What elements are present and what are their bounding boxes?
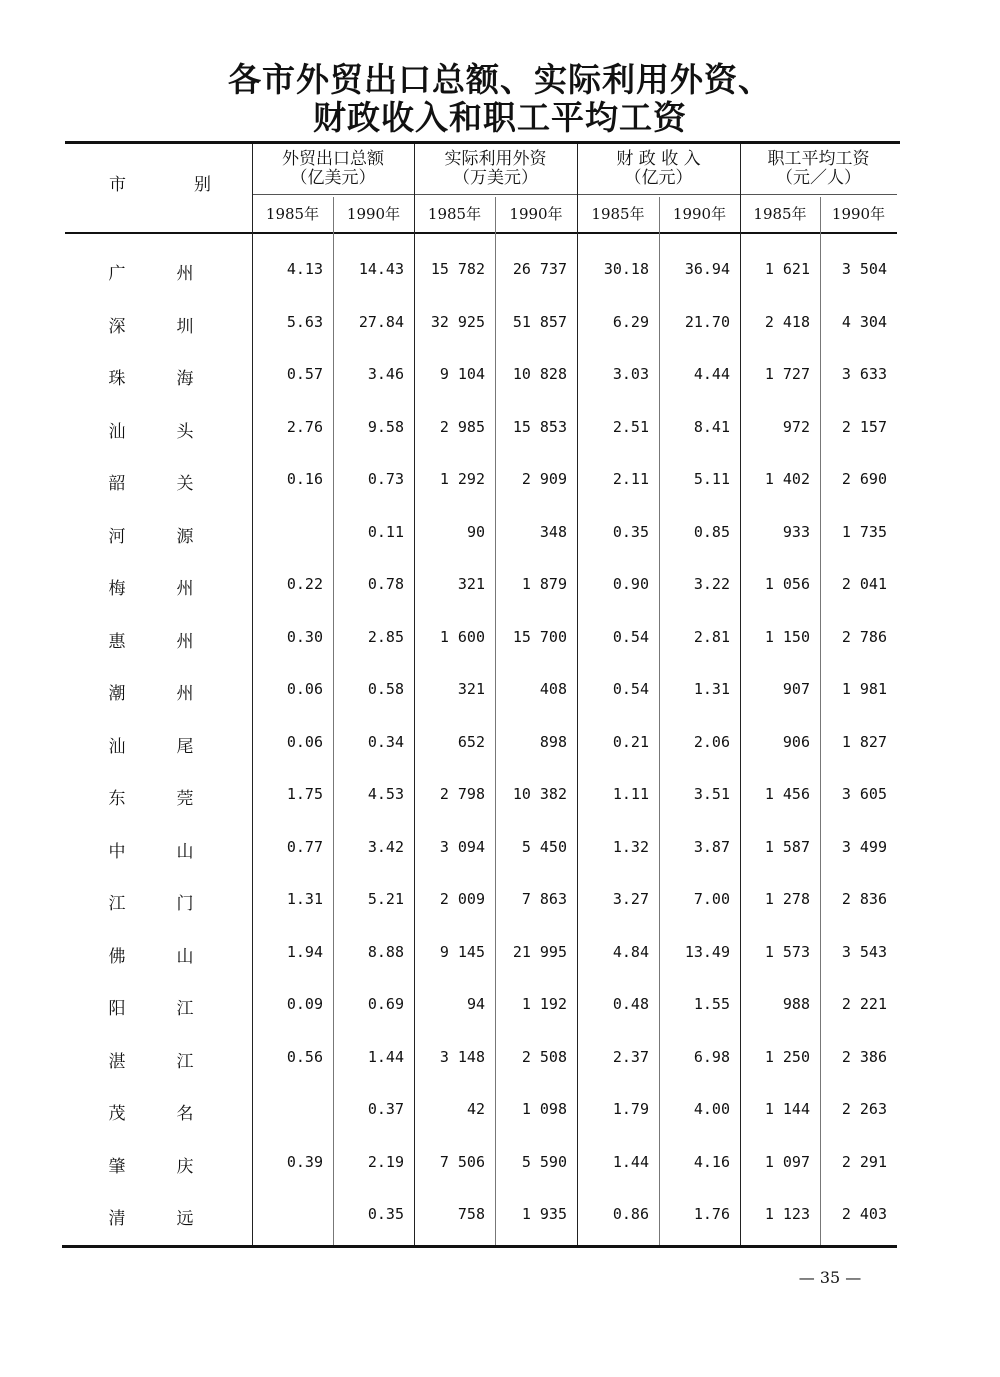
city-name-char-2: 山	[176, 946, 194, 967]
table-cell: 21.70	[684, 312, 730, 331]
table-cell: 1.94	[286, 942, 323, 961]
table-cell: 1 600	[439, 627, 485, 646]
table-cell: 2 786	[841, 627, 887, 646]
table-cell: 3 633	[841, 365, 887, 383]
table-cell: 321	[457, 680, 485, 698]
table-cell: 0.35	[612, 522, 649, 541]
group-header-unit: （亿美元）	[290, 168, 376, 188]
table-cell: 1 056	[764, 575, 810, 593]
table-cell: 3 543	[841, 942, 887, 961]
city-name-char-1: 潮	[108, 684, 126, 704]
page-title-line-2: 财政收入和职工平均工资	[313, 98, 687, 137]
city-name-char-1: 清	[108, 1209, 126, 1229]
city-name-char-1: 珠	[108, 369, 126, 389]
table-cell: 3 605	[841, 785, 887, 803]
table-cell: 4 304	[841, 312, 887, 331]
table-cell: 1 573	[764, 942, 810, 961]
table-cell: 1 981	[841, 680, 887, 698]
table-cell: 4.00	[693, 1100, 730, 1118]
table-cell: 3.27	[612, 890, 649, 908]
table-cell: 1 192	[521, 995, 567, 1013]
table-cell: 0.56	[286, 1047, 323, 1066]
city-name-char-2: 头	[176, 421, 194, 442]
table-cell: 2 403	[841, 1205, 887, 1223]
table-cell: 1 879	[521, 575, 567, 593]
group-header-unit: （亿元）	[624, 168, 693, 188]
table-cell: 2 690	[841, 470, 887, 488]
group-header-title: 职工平均工资	[767, 149, 870, 169]
table-cell: 4.84	[612, 942, 649, 961]
year-header: 1985年	[265, 205, 320, 223]
table-cell: 10 828	[512, 365, 567, 383]
group-header-title: 财 政 收 入	[616, 149, 701, 169]
city-name-char-1: 汕	[108, 736, 126, 757]
group-header-unit: （万美元）	[453, 168, 538, 188]
table-cell: 1.76	[693, 1205, 730, 1223]
group-header-title: 外贸出口总额	[282, 149, 384, 169]
table-cell: 1 144	[764, 1100, 810, 1118]
city-name-char-1: 湛	[108, 1051, 126, 1072]
table-cell: 5.11	[693, 470, 730, 488]
page-title-line-1: 各市外贸出口总额、实际利用外资、	[228, 60, 772, 99]
city-name-char-2: 州	[176, 579, 194, 599]
table-cell: 1 456	[764, 785, 810, 803]
table-cell: 26 737	[512, 260, 567, 278]
city-name-char-1: 广	[108, 264, 126, 284]
table-cell: 3 148	[439, 1047, 485, 1066]
table-cell: 27.84	[358, 312, 404, 331]
city-name-char-2: 莞	[176, 789, 194, 809]
table-cell: 15 853	[512, 417, 567, 436]
table-cell: 1.44	[367, 1047, 404, 1066]
city-name-char-1: 惠	[108, 631, 126, 652]
table-cell: 0.06	[286, 680, 323, 698]
table-cell: 3 094	[439, 837, 485, 856]
city-name-char-1: 中	[108, 841, 126, 862]
table-cell: 0.35	[367, 1205, 404, 1223]
year-header: 1985年	[753, 205, 807, 223]
table-cell: 933	[782, 522, 810, 541]
table-cell: 90	[466, 522, 485, 541]
table-cell: 1 250	[764, 1047, 810, 1066]
table-cell: 1 123	[764, 1205, 810, 1223]
table-cell: 652	[457, 732, 485, 751]
table-cell: 14.43	[358, 260, 404, 278]
city-name-char-1: 韶	[108, 474, 126, 494]
table-cell: 1 621	[764, 260, 810, 278]
table-cell: 1 150	[764, 627, 810, 646]
table-cell: 0.57	[286, 365, 323, 383]
city-name-char-2: 名	[176, 1104, 194, 1124]
table-cell: 2.06	[693, 732, 730, 751]
table-cell: 42	[466, 1100, 485, 1118]
year-header: 1985年	[591, 205, 645, 223]
table-cell: 0.09	[286, 995, 323, 1013]
table-cell: 2 041	[841, 575, 887, 593]
table-cell: 9 104	[439, 365, 485, 383]
table-cell: 3.03	[612, 365, 649, 383]
table-cell: 1 098	[521, 1100, 567, 1118]
table-cell: 0.69	[367, 995, 404, 1013]
table-cell: 30.18	[603, 260, 649, 278]
city-name-char-2: 山	[176, 841, 194, 862]
city-name-char-1: 东	[108, 789, 126, 809]
city-name-char-2: 海	[176, 369, 194, 389]
year-header: 1990年	[346, 205, 401, 223]
table-cell: 3.87	[693, 837, 730, 856]
city-name-char-2: 圳	[176, 316, 194, 337]
table-cell: 0.37	[367, 1100, 404, 1118]
table-cell: 13.49	[684, 942, 730, 961]
page-number: — 35 —	[798, 1268, 862, 1287]
header-bottom-rule	[65, 232, 897, 234]
table-cell: 1.55	[693, 995, 730, 1013]
table-cell: 4.53	[367, 785, 404, 803]
table-cell: 1 935	[521, 1205, 567, 1223]
table-cell: 9 145	[439, 942, 485, 961]
table-cell: 758	[457, 1205, 485, 1223]
table-cell: 0.39	[286, 1152, 323, 1171]
year-header: 1990年	[509, 205, 563, 223]
table-cell: 2.85	[367, 627, 404, 646]
table-cell: 0.54	[612, 680, 649, 698]
city-name-char-1: 茂	[108, 1104, 126, 1124]
group-header-title: 实际利用外资	[444, 149, 547, 169]
table-bottom-rule	[62, 1245, 897, 1248]
table-cell: 2.81	[693, 627, 730, 646]
table-cell: 7.00	[693, 890, 730, 908]
table-cell: 2 798	[439, 785, 485, 803]
table-cell: 0.16	[286, 470, 323, 488]
table-cell: 2 009	[439, 890, 485, 908]
table-cell: 1.31	[693, 680, 730, 698]
year-divider	[659, 197, 660, 1245]
city-name-char-2: 门	[176, 894, 194, 914]
city-name-char-2: 庆	[176, 1156, 194, 1177]
city-name-char-1: 深	[108, 316, 126, 337]
table-cell: 0.06	[286, 732, 323, 751]
table-cell: 2 508	[521, 1047, 567, 1066]
table-cell: 1.75	[286, 785, 323, 803]
table-cell: 1 827	[841, 732, 887, 751]
table-cell: 8.41	[693, 417, 730, 436]
table-cell: 1 735	[841, 522, 887, 541]
table-cell: 2.51	[612, 417, 649, 436]
table-cell: 1.31	[286, 890, 323, 908]
year-header: 1990年	[672, 205, 727, 223]
table-cell: 0.73	[367, 470, 404, 488]
table-cell: 2.37	[612, 1047, 649, 1066]
year-divider-rule	[252, 194, 897, 195]
table-cell: 7 863	[521, 890, 567, 908]
table-cell: 6.29	[612, 312, 649, 331]
table-cell: 2 157	[841, 417, 887, 436]
table-cell: 36.94	[684, 260, 730, 278]
table-cell: 1 727	[764, 365, 810, 383]
city-name-char-1: 汕	[108, 421, 126, 442]
table-cell: 1.44	[612, 1152, 649, 1171]
table-cell: 94	[466, 995, 485, 1013]
city-name-char-2: 源	[176, 526, 194, 547]
table-cell: 0.48	[612, 995, 649, 1013]
table-cell: 2 836	[841, 890, 887, 908]
table-cell: 408	[539, 680, 567, 698]
table-cell: 0.85	[693, 522, 730, 541]
table-cell: 2 985	[439, 417, 485, 436]
table-cell: 0.30	[286, 627, 323, 646]
city-name-char-1: 阳	[108, 999, 126, 1019]
year-divider	[495, 197, 496, 1245]
table-cell: 4.44	[693, 365, 730, 383]
year-divider	[820, 197, 821, 1245]
table-cell: 4.16	[693, 1152, 730, 1171]
city-name-char-1: 梅	[108, 579, 126, 599]
city-name-char-1: 江	[108, 894, 126, 914]
year-divider	[333, 197, 334, 1245]
table-cell: 0.77	[286, 837, 323, 856]
table-cell: 2.76	[286, 417, 323, 436]
table-cell: 8.88	[367, 942, 404, 961]
table-cell: 6.98	[693, 1047, 730, 1066]
table-cell: 0.58	[367, 680, 404, 698]
table-cell: 0.90	[612, 575, 649, 593]
city-name-char-1: 佛	[108, 946, 126, 967]
table-cell: 2 909	[521, 470, 567, 488]
table-cell: 1.32	[612, 837, 649, 856]
city-name-char-2: 江	[176, 1051, 194, 1072]
group-header-unit: （元／人）	[776, 168, 861, 188]
city-name-char-1: 河	[108, 526, 126, 547]
table-cell: 51 857	[512, 312, 567, 331]
table-cell: 1.11	[612, 785, 649, 803]
table-cell: 15 700	[512, 627, 567, 646]
table-cell: 5 590	[521, 1152, 567, 1171]
city-name-char-2: 州	[176, 631, 194, 652]
table-cell: 3 499	[841, 837, 887, 856]
table-cell: 1 292	[439, 470, 485, 488]
year-header: 1990年	[831, 205, 886, 223]
table-cell: 0.86	[612, 1205, 649, 1223]
table-cell: 32 925	[430, 312, 485, 331]
table-cell: 1 097	[764, 1152, 810, 1171]
table-cell: 2 418	[764, 312, 810, 331]
table-cell: 2 263	[841, 1100, 887, 1118]
table-cell: 2 221	[841, 995, 887, 1013]
table-cell: 321	[457, 575, 485, 593]
table-cell: 1 278	[764, 890, 810, 908]
table-cell: 5.21	[367, 890, 404, 908]
table-top-rule	[65, 141, 900, 144]
city-column-header: 市 别	[109, 175, 211, 195]
table-cell: 3.42	[367, 837, 404, 856]
table-cell: 4.13	[286, 260, 323, 278]
table-cell: 5 450	[521, 837, 567, 856]
city-name-char-2: 州	[176, 684, 194, 704]
table-cell: 7 506	[439, 1152, 485, 1171]
city-name-char-1: 肇	[108, 1156, 126, 1177]
table-cell: 0.54	[612, 627, 649, 646]
table-cell: 1 402	[764, 470, 810, 488]
table-cell: 0.22	[286, 575, 323, 593]
city-name-char-2: 江	[176, 999, 194, 1019]
table-cell: 3.46	[367, 365, 404, 383]
table-cell: 10 382	[512, 785, 567, 803]
table-cell: 0.78	[367, 575, 404, 593]
table-cell: 1.79	[612, 1100, 649, 1118]
table-cell: 2 291	[841, 1152, 887, 1171]
table-cell: 988	[782, 995, 810, 1013]
city-name-char-2: 州	[176, 264, 194, 284]
table-cell: 0.34	[367, 732, 404, 751]
table-cell: 0.11	[367, 522, 404, 541]
table-cell: 3.22	[693, 575, 730, 593]
table-cell: 2.19	[367, 1152, 404, 1171]
table-cell: 348	[539, 522, 567, 541]
city-name-char-2: 关	[176, 474, 194, 494]
year-header: 1985年	[427, 205, 482, 223]
table-cell: 21 995	[512, 942, 567, 961]
table-cell: 15 782	[430, 260, 485, 278]
table-cell: 0.21	[612, 732, 649, 751]
table-cell: 2 386	[841, 1047, 887, 1066]
table-cell: 5.63	[286, 312, 323, 331]
table-cell: 907	[782, 680, 810, 698]
table-cell: 2.11	[612, 470, 649, 488]
table-cell: 972	[782, 417, 810, 436]
city-name-char-2: 尾	[176, 736, 194, 757]
table-cell: 898	[539, 732, 567, 751]
table-cell: 3 504	[841, 260, 887, 278]
table-cell: 3.51	[693, 785, 730, 803]
table-cell: 906	[782, 732, 810, 751]
city-name-char-2: 远	[176, 1209, 194, 1229]
table-cell: 1 587	[764, 837, 810, 856]
table-cell: 9.58	[367, 417, 404, 436]
